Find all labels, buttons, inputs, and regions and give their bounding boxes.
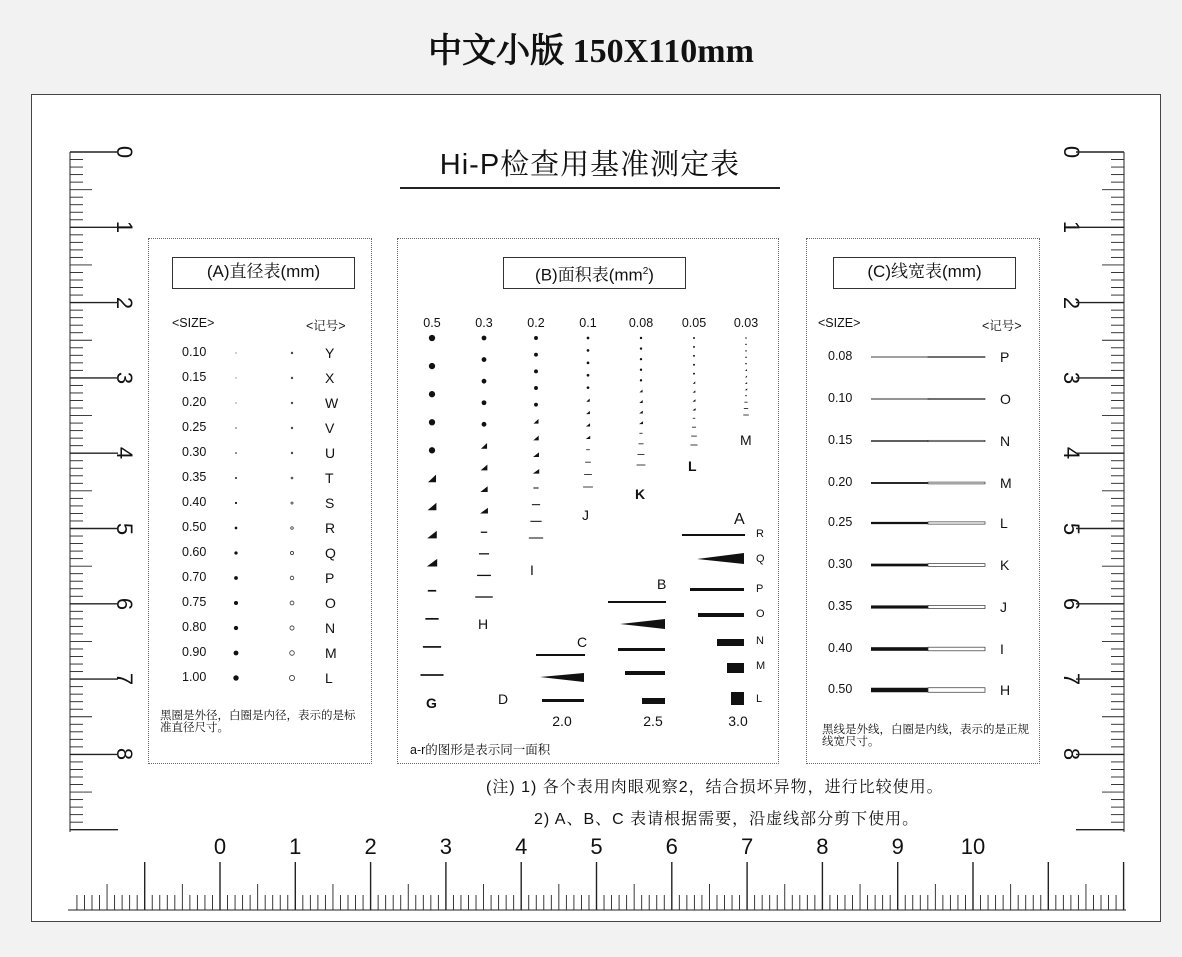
panel-b-area-dot	[640, 337, 642, 339]
panel-a-white-dot	[290, 626, 294, 630]
panel-b-area-bar	[637, 465, 646, 466]
panel-a-size: 0.80	[182, 620, 207, 634]
panel-a-black-dot	[235, 452, 237, 454]
ruler-bottom-label: 8	[816, 834, 829, 859]
ruler-right-label: 3	[1059, 371, 1084, 385]
panel-a-black-dot	[236, 353, 237, 354]
panel-a-black-dot	[235, 502, 237, 504]
panel-b-group-letter: C	[577, 634, 588, 650]
panel-a-black-dot	[234, 651, 239, 656]
panel-a-code: Q	[325, 545, 336, 561]
panel-a-size: 1.00	[182, 670, 207, 684]
panel-b-column-letter: M	[740, 432, 752, 448]
panel-b-group-b-block	[642, 698, 665, 704]
panel-b-header-text: (B)面积表(mm	[535, 265, 643, 285]
ruler-left-label: 6	[112, 597, 137, 610]
panel-b-area-bar	[475, 596, 493, 597]
panel-b-area-triangle	[639, 389, 642, 392]
panel-a-note: 黑圈是外径，白圈是内径，表示的是标准直径尺寸。	[160, 710, 356, 734]
panel-c-size-label: <SIZE>	[818, 316, 861, 330]
panel-a-black-dot	[235, 527, 238, 530]
ruler-right-label: 7	[1059, 672, 1084, 686]
panel-c-code: O	[1000, 391, 1011, 407]
ruler-right-label: 5	[1059, 522, 1084, 535]
ruler-bottom-label: 2	[364, 834, 377, 859]
panel-b-group-c-wedge	[540, 673, 584, 682]
panel-b-area-bar	[693, 418, 696, 419]
panel-b-area-dot	[482, 379, 487, 384]
panel-a-size: 0.25	[182, 420, 207, 434]
panel-b-group-b-bar	[618, 648, 665, 651]
panel-a-white-dot	[290, 601, 294, 605]
panel-c-code: J	[1000, 599, 1007, 615]
panel-b-area-dot	[640, 347, 642, 349]
panel-b-column-letter: G	[426, 695, 437, 711]
panel-b-group-letter: A	[734, 511, 745, 528]
panel-b-area-bar	[745, 395, 747, 396]
panel-c-white-line	[928, 647, 985, 651]
panel-b-group-a-block	[717, 639, 744, 646]
panel-b-group-c-bar	[542, 699, 584, 702]
panel-b-group-a-bar	[682, 534, 745, 536]
panel-a-white-dot	[291, 377, 293, 379]
panel-b-column-label: 0.03	[733, 316, 759, 330]
panel-a-white-dot	[291, 527, 294, 530]
panel-b-row-code: P	[756, 583, 764, 595]
panel-b-area-bar	[533, 487, 538, 488]
panel-b-group-letter: B	[657, 576, 667, 592]
ruler-right-label: 8	[1059, 748, 1084, 761]
panel-b-area-triangle	[481, 465, 488, 471]
card-title: Hi-P检查用基准测定表	[439, 149, 741, 181]
panel-a-black-dot	[235, 402, 236, 403]
panel-c-size: 0.20	[828, 475, 853, 489]
panel-a-size: 0.60	[182, 545, 207, 559]
panel-b-area-triangle	[533, 452, 539, 457]
panel-c-white-line	[928, 564, 985, 567]
panel-b-column-label: 0.05	[681, 316, 707, 330]
panel-b-area-dot	[693, 346, 695, 348]
panel-b-group-a-wedge	[697, 553, 744, 564]
panel-b-column-label: 0.5	[423, 316, 441, 330]
panel-b-area-dot	[693, 373, 695, 375]
panel-b-area-dot	[534, 336, 538, 340]
panel-a-header: (A)直径表(mm)	[172, 257, 355, 289]
panel-b-area-dot	[482, 357, 487, 362]
panel-c-white-line	[928, 399, 985, 400]
panel-b-area-bar	[530, 521, 541, 522]
panel-c-code-label: <记号>	[982, 319, 1022, 333]
ruler-bottom-label: 10	[960, 834, 986, 859]
panel-a-white-dot	[291, 502, 293, 504]
panel-b-area-dot	[745, 363, 747, 365]
ruler-bottom-label: 3	[439, 834, 453, 859]
panel-a-white-dot	[291, 477, 293, 479]
panel-b-area-triangle	[693, 390, 696, 392]
panel-b-area-bar	[639, 433, 642, 434]
panel-b-column-label: 0.2	[527, 316, 545, 330]
panel-b-area-bar	[479, 553, 489, 554]
ruler-right-label: 2	[1059, 296, 1084, 309]
panel-b-area-triangle	[693, 399, 696, 401]
panel-c-white-line	[928, 357, 985, 358]
panel-b-row-code: Q	[756, 553, 765, 565]
panel-b-area-bar	[743, 415, 749, 416]
panel-c-black-line	[871, 688, 928, 693]
panel-c-black-line	[871, 399, 928, 400]
panel-b-area-bar	[423, 646, 441, 648]
ruler-left-label: 7	[112, 672, 137, 686]
panel-a-size: 0.70	[182, 570, 207, 584]
ruler-bottom-label: 7	[740, 834, 754, 859]
panel-b-area-bar	[638, 454, 645, 455]
panel-b-group-letter: D	[498, 691, 509, 707]
panel-c-black-line	[871, 357, 928, 358]
panel-a-black-dot	[235, 427, 236, 428]
panel-b-column-letter: J	[582, 507, 589, 523]
panel-b-area-triangle	[481, 443, 487, 449]
panel-a-black-dot	[234, 601, 238, 605]
panel-b-area-bar	[481, 532, 487, 533]
panel-b-area-triangle	[586, 411, 590, 414]
panel-b-area-triangle	[480, 508, 488, 514]
panel-b-area-triangle	[745, 369, 747, 371]
panel-c-code: H	[1000, 682, 1011, 698]
panel-b-area-dot	[587, 386, 590, 389]
panel-a-code: L	[325, 670, 333, 686]
panel-c-code: M	[1000, 475, 1012, 491]
panel-b-area-dot	[745, 357, 747, 359]
panel-c-header: (C)线宽表(mm)	[833, 257, 1016, 289]
ruler-right-label: 6	[1059, 597, 1084, 610]
ruler-bottom-label: 9	[891, 834, 904, 859]
panel-c-size: 0.50	[828, 682, 853, 696]
panel-c-black-line	[871, 482, 928, 484]
panel-a-size: 0.90	[182, 645, 207, 659]
panel-a-white-dot	[291, 452, 293, 454]
panel-c-size: 0.40	[828, 641, 853, 655]
panel-a-code: V	[325, 420, 335, 436]
ruler-bottom-label: 6	[665, 834, 678, 859]
panel-b-area-triangle	[533, 469, 539, 474]
panel-c-black-line	[871, 605, 928, 608]
panel-b-group-a-block	[731, 692, 744, 705]
panel-b-area-dot	[693, 355, 695, 357]
panel-c-code: I	[1000, 641, 1004, 657]
ruler-left-label: 8	[112, 748, 137, 761]
ruler-left-label: 1	[112, 221, 137, 234]
panel-b-area-dot	[693, 364, 695, 366]
panel-b-area-triangle	[480, 486, 487, 492]
panel-b-group-value: 2.5	[643, 713, 663, 729]
panel-a-code: W	[325, 395, 339, 411]
panel-b-area-triangle	[534, 419, 539, 424]
panel-c-black-line	[871, 522, 928, 524]
panel-b-area-triangle	[586, 398, 589, 401]
footnote-2: 2) A、B、C 表请根据需要，沿虚线部分剪下使用。	[534, 811, 920, 828]
panel-b-area-dot	[482, 422, 487, 427]
footnote-1: (注) 1) 各个表用肉眼观察2，结合损坏异物，进行比较使用。	[486, 779, 944, 796]
panel-b-area-bar	[425, 618, 438, 620]
panel-a-size-label: <SIZE>	[172, 316, 215, 330]
panel-a-white-dot	[291, 427, 293, 429]
panel-b-area-dot	[482, 336, 487, 341]
panel-a-black-dot	[233, 675, 238, 680]
panel-c-code: L	[1000, 515, 1008, 531]
panel-c-size: 0.08	[828, 349, 853, 363]
panel-a-code: X	[325, 370, 335, 386]
panel-b-row-code: L	[756, 693, 763, 705]
panel-b-area-dot	[745, 344, 747, 346]
ruler-left-label: 5	[112, 522, 137, 535]
panel-b-column-letter: L	[688, 458, 697, 474]
panel-b-group-a-block	[727, 663, 744, 673]
panel-b-note: a-r的图形是表示同一面积	[410, 743, 551, 757]
panel-b-column-letter: I	[530, 562, 534, 578]
panel-b-area-dot	[640, 358, 642, 360]
panel-a-size: 0.20	[182, 395, 207, 409]
panel-a-code: Y	[325, 345, 335, 361]
panel-c-size: 0.35	[828, 599, 853, 613]
panel-b-area-triangle	[586, 423, 590, 426]
ruler-left-label: 0	[112, 145, 137, 159]
panel-b-area-bar	[586, 449, 590, 450]
panel-a-white-dot	[290, 576, 294, 580]
panel-b-area-dot	[693, 337, 695, 339]
panel-b-area-dot	[534, 386, 538, 390]
panel-b-area-bar	[691, 436, 697, 437]
panel-b-area-triangle	[745, 376, 747, 378]
panel-b-area-bar	[529, 537, 543, 538]
panel-b-area-dot	[745, 350, 747, 352]
panel-b-row-code: O	[756, 608, 765, 620]
panel-c-white-line	[928, 440, 985, 441]
panel-c-white-line	[928, 522, 985, 524]
panel-b-group-b-bar	[608, 601, 666, 603]
panel-b-area-bar	[583, 487, 593, 488]
panel-b-area-triangle	[427, 531, 437, 539]
panel-b-area-triangle	[745, 388, 747, 390]
panel-b-area-dot	[429, 363, 435, 369]
panel-a-code: T	[325, 470, 334, 486]
ruler-bottom-label: 5	[590, 834, 603, 859]
panel-b-area-triangle	[639, 411, 643, 414]
panel-b-header-sup: 2	[642, 266, 649, 277]
panel-b-group-c-bar	[536, 654, 585, 656]
panel-a-code: N	[325, 620, 336, 636]
panel-a-size: 0.40	[182, 495, 207, 509]
panel-c-black-line	[871, 564, 928, 567]
ruler-bottom-label: 1	[289, 834, 302, 859]
ruler-right-label: 1	[1059, 221, 1084, 234]
panel-b-area-bar	[638, 443, 643, 444]
panel-c-black-line	[871, 440, 928, 441]
panel-b-area-dot	[587, 349, 590, 352]
panel-c-white-line	[928, 482, 985, 484]
panel-b-area-triangle	[428, 475, 436, 483]
panel-b-area-triangle	[586, 436, 590, 439]
panel-b-group-b-wedge	[620, 619, 665, 629]
panel-b-row-code: M	[756, 660, 766, 672]
panel-b-area-dot	[429, 419, 435, 425]
panel-c-code: N	[1000, 433, 1011, 449]
panel-b-area-triangle	[745, 382, 747, 384]
panel-a-white-dot	[290, 551, 293, 554]
panel-b-area-bar	[585, 462, 591, 463]
panel-c-size: 0.10	[828, 391, 853, 405]
panel-b-area-dot	[640, 369, 642, 371]
panel-c-size: 0.25	[828, 515, 853, 529]
panel-b-area-dot	[587, 374, 590, 377]
panel-b-row-code: N	[756, 635, 764, 647]
panel-b-area-dot	[429, 335, 435, 341]
panel-b-area-dot	[587, 337, 590, 340]
panel-b-row-code: R	[756, 528, 764, 540]
panel-a-black-dot	[234, 626, 238, 630]
panel-a-size: 0.10	[182, 345, 207, 359]
panel-c-size: 0.30	[828, 557, 853, 571]
panel-b-area-dot	[429, 391, 435, 397]
panel-b-area-dot	[745, 337, 747, 339]
panel-b-area-bar	[692, 427, 696, 428]
panel-a-code: R	[325, 520, 336, 536]
panel-c-note: 黑线是外线，白圈是内线，表示的是正规线宽尺寸。	[822, 724, 1029, 748]
panel-b-column-label: 0.08	[628, 316, 654, 330]
panel-b-area-bar	[744, 402, 747, 403]
panel-b-area-triangle	[692, 408, 695, 410]
panel-a-size: 0.50	[182, 520, 207, 534]
panel-b-area-bar	[428, 590, 436, 592]
panel-a-size: 0.75	[182, 595, 207, 609]
panel-b-group-value: 3.0	[728, 713, 748, 729]
panel-b-group-b-bar	[625, 671, 665, 675]
panel-c-code: K	[1000, 557, 1010, 573]
panel-b-column-label: 0.1	[579, 316, 597, 330]
panel-b-area-dot	[640, 379, 642, 381]
panel-c-black-line	[871, 647, 928, 651]
page-title: 中文小版 150X110mm	[428, 33, 754, 70]
ruler-left-label: 3	[112, 371, 137, 385]
panel-b-column-letter: K	[635, 486, 646, 502]
panel-a-code: S	[325, 495, 335, 511]
panel-b-area-bar	[477, 575, 491, 576]
panel-b-area-triangle	[428, 503, 437, 511]
panel-b-area-triangle	[693, 381, 695, 383]
panel-b-area-triangle	[533, 436, 538, 441]
panel-a-code-label: <记号>	[306, 319, 346, 333]
panel-a-black-dot	[235, 477, 237, 479]
panel-a-code: P	[325, 570, 335, 586]
panel-b-group-value: 2.0	[552, 713, 572, 729]
panel-a-size: 0.35	[182, 470, 207, 484]
panel-b-area-bar	[744, 408, 748, 409]
ruler-bottom-label: 0	[213, 834, 227, 859]
panel-b-area-bar	[690, 445, 697, 446]
panel-a-black-dot	[234, 576, 238, 580]
panel-b-area-bar	[532, 504, 540, 505]
panel-a-white-dot	[291, 352, 293, 354]
panel-b-column-letter: H	[478, 616, 489, 632]
panel-a-white-dot	[289, 675, 294, 680]
panel-b-area-dot	[587, 361, 590, 364]
ruler-right-label: 4	[1059, 447, 1084, 460]
ruler-bottom-label: 4	[515, 834, 528, 859]
panel-a-code: O	[325, 595, 336, 611]
panel-b-area-dot	[534, 403, 538, 407]
panel-a-white-dot	[290, 651, 295, 656]
panel-b-area-dot	[534, 369, 538, 373]
panel-c-white-line	[928, 688, 985, 693]
panel-a-black-dot	[236, 378, 237, 379]
panel-b-area-dot	[429, 447, 435, 453]
panel-c-code: P	[1000, 349, 1010, 365]
ruler-left-label: 4	[112, 447, 137, 460]
panel-b-header-close: )	[648, 265, 654, 285]
panel-a-size: 0.15	[182, 370, 207, 384]
panel-a-code: M	[325, 645, 337, 661]
panel-b-area-dot	[482, 400, 487, 405]
panel-b-area-triangle	[639, 421, 643, 424]
panel-a-code: U	[325, 445, 336, 461]
ruler-left-label: 2	[112, 296, 137, 309]
panel-a-white-dot	[291, 402, 293, 404]
panel-b-area-dot	[534, 353, 538, 357]
panel-b-group-a-bar	[698, 613, 744, 617]
panel-b-area-bar	[420, 674, 443, 676]
panel-b-area-triangle	[639, 400, 642, 403]
panel-c-size: 0.15	[828, 433, 853, 447]
panel-b-area-bar	[584, 474, 592, 475]
panel-c-white-line	[928, 605, 985, 608]
panel-b-column-label: 0.3	[475, 316, 493, 330]
panel-a-black-dot	[234, 551, 237, 554]
panel-b-group-a-bar	[690, 588, 744, 591]
panel-b-area-triangle	[427, 559, 437, 567]
panel-a-size: 0.30	[182, 445, 207, 459]
ruler-right-label: 0	[1059, 145, 1084, 159]
